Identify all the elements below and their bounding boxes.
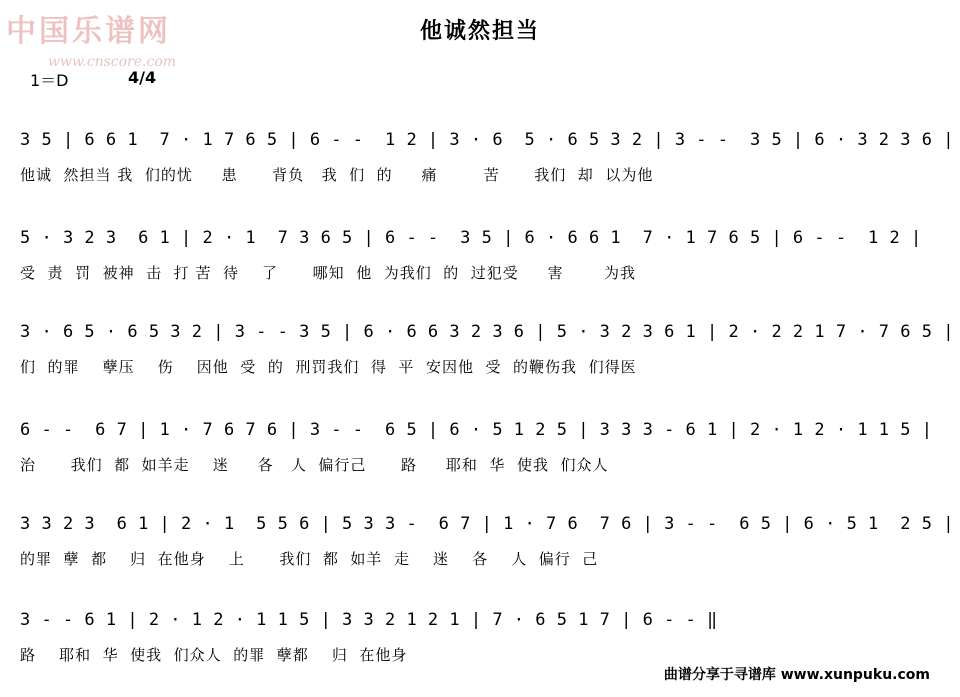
jianpu-notes: 3 - - 6 1 | 2 · 1 2 · 1 1 5 | 3 3 2 1 2 1 | 7 · 6 5 1 7 | 6 - - ‖ xyxy=(20,610,718,630)
watermark-site-name: 中国乐谱网 xyxy=(6,14,171,49)
lyrics-line: 的罪 孽 都 归 在他身 上 我们 都 如羊 走 迷 各 人 偏行 己 xyxy=(20,550,599,568)
jianpu-notes: 6 - - 6 7 | 1 · 7 6 7 6 | 3 - - 6 5 | 6 · 5 1 2 5 | 3 3 3 - 6 1 | 2 · 1 2 · 1 1 5 | xyxy=(20,420,933,440)
jianpu-notes: 5 · 3 2 3 6 1 | 2 · 1 7 3 6 5 | 6 - - 3 5 | 6 · 6 6 1 7 · 1 7 6 5 | 6 - - 1 2 | xyxy=(20,228,922,248)
key-signature: 1＝D xyxy=(30,71,69,90)
jianpu-notes: 3 3 2 3 6 1 | 2 · 1 5 5 6 | 5 3 3 - 6 7 | 1 · 7 6 7 6 | 3 - - 6 5 | 6 · 5 1 2 5 | xyxy=(20,514,954,534)
lyrics-line: 路 耶和 华 使我 们众人 的罪 孽都 归 在他身 xyxy=(20,646,408,664)
jianpu-notes: 3 5 | 6 6 1 7 · 1 7 6 5 | 6 - - 1 2 | 3 · 6 5 · 6 5 3 2 | 3 - - 3 5 | 6 · 3 2 3 6 | xyxy=(20,130,954,150)
lyrics-line: 受 责 罚 被神 击 打 苦 待 了 哪知 他 为我们 的 过犯受 害 为我 xyxy=(20,264,637,282)
jianpu-notes: 3 · 6 5 · 6 5 3 2 | 3 - - 3 5 | 6 · 6 6 3 2 3 6 | 5 · 3 2 3 6 1 | 2 · 2 2 1 7 · 7 6 5 | xyxy=(20,322,954,342)
lyrics-line: 治 我们 都 如羊走 迷 各 人 偏行己 路 耶和 华 使我 们众人 xyxy=(20,456,609,474)
source-credit: 曲谱分享于寻谱库 www.xunpuku.com xyxy=(663,667,930,683)
lyrics-line: 他诚 然担当 我 们的忧 患 背负 我 们 的 痛 苦 我们 却 以为他 xyxy=(20,166,654,184)
song-title: 他诚然担当 xyxy=(419,19,540,44)
watermark-url: www.cnscore.com xyxy=(48,54,177,70)
lyrics-line: 们 的罪 孽压 伤 因他 受 的 刑罚我们 得 平 安因他 受 的鞭伤我 们得医 xyxy=(20,358,637,376)
time-signature: 4/4 xyxy=(128,68,157,87)
